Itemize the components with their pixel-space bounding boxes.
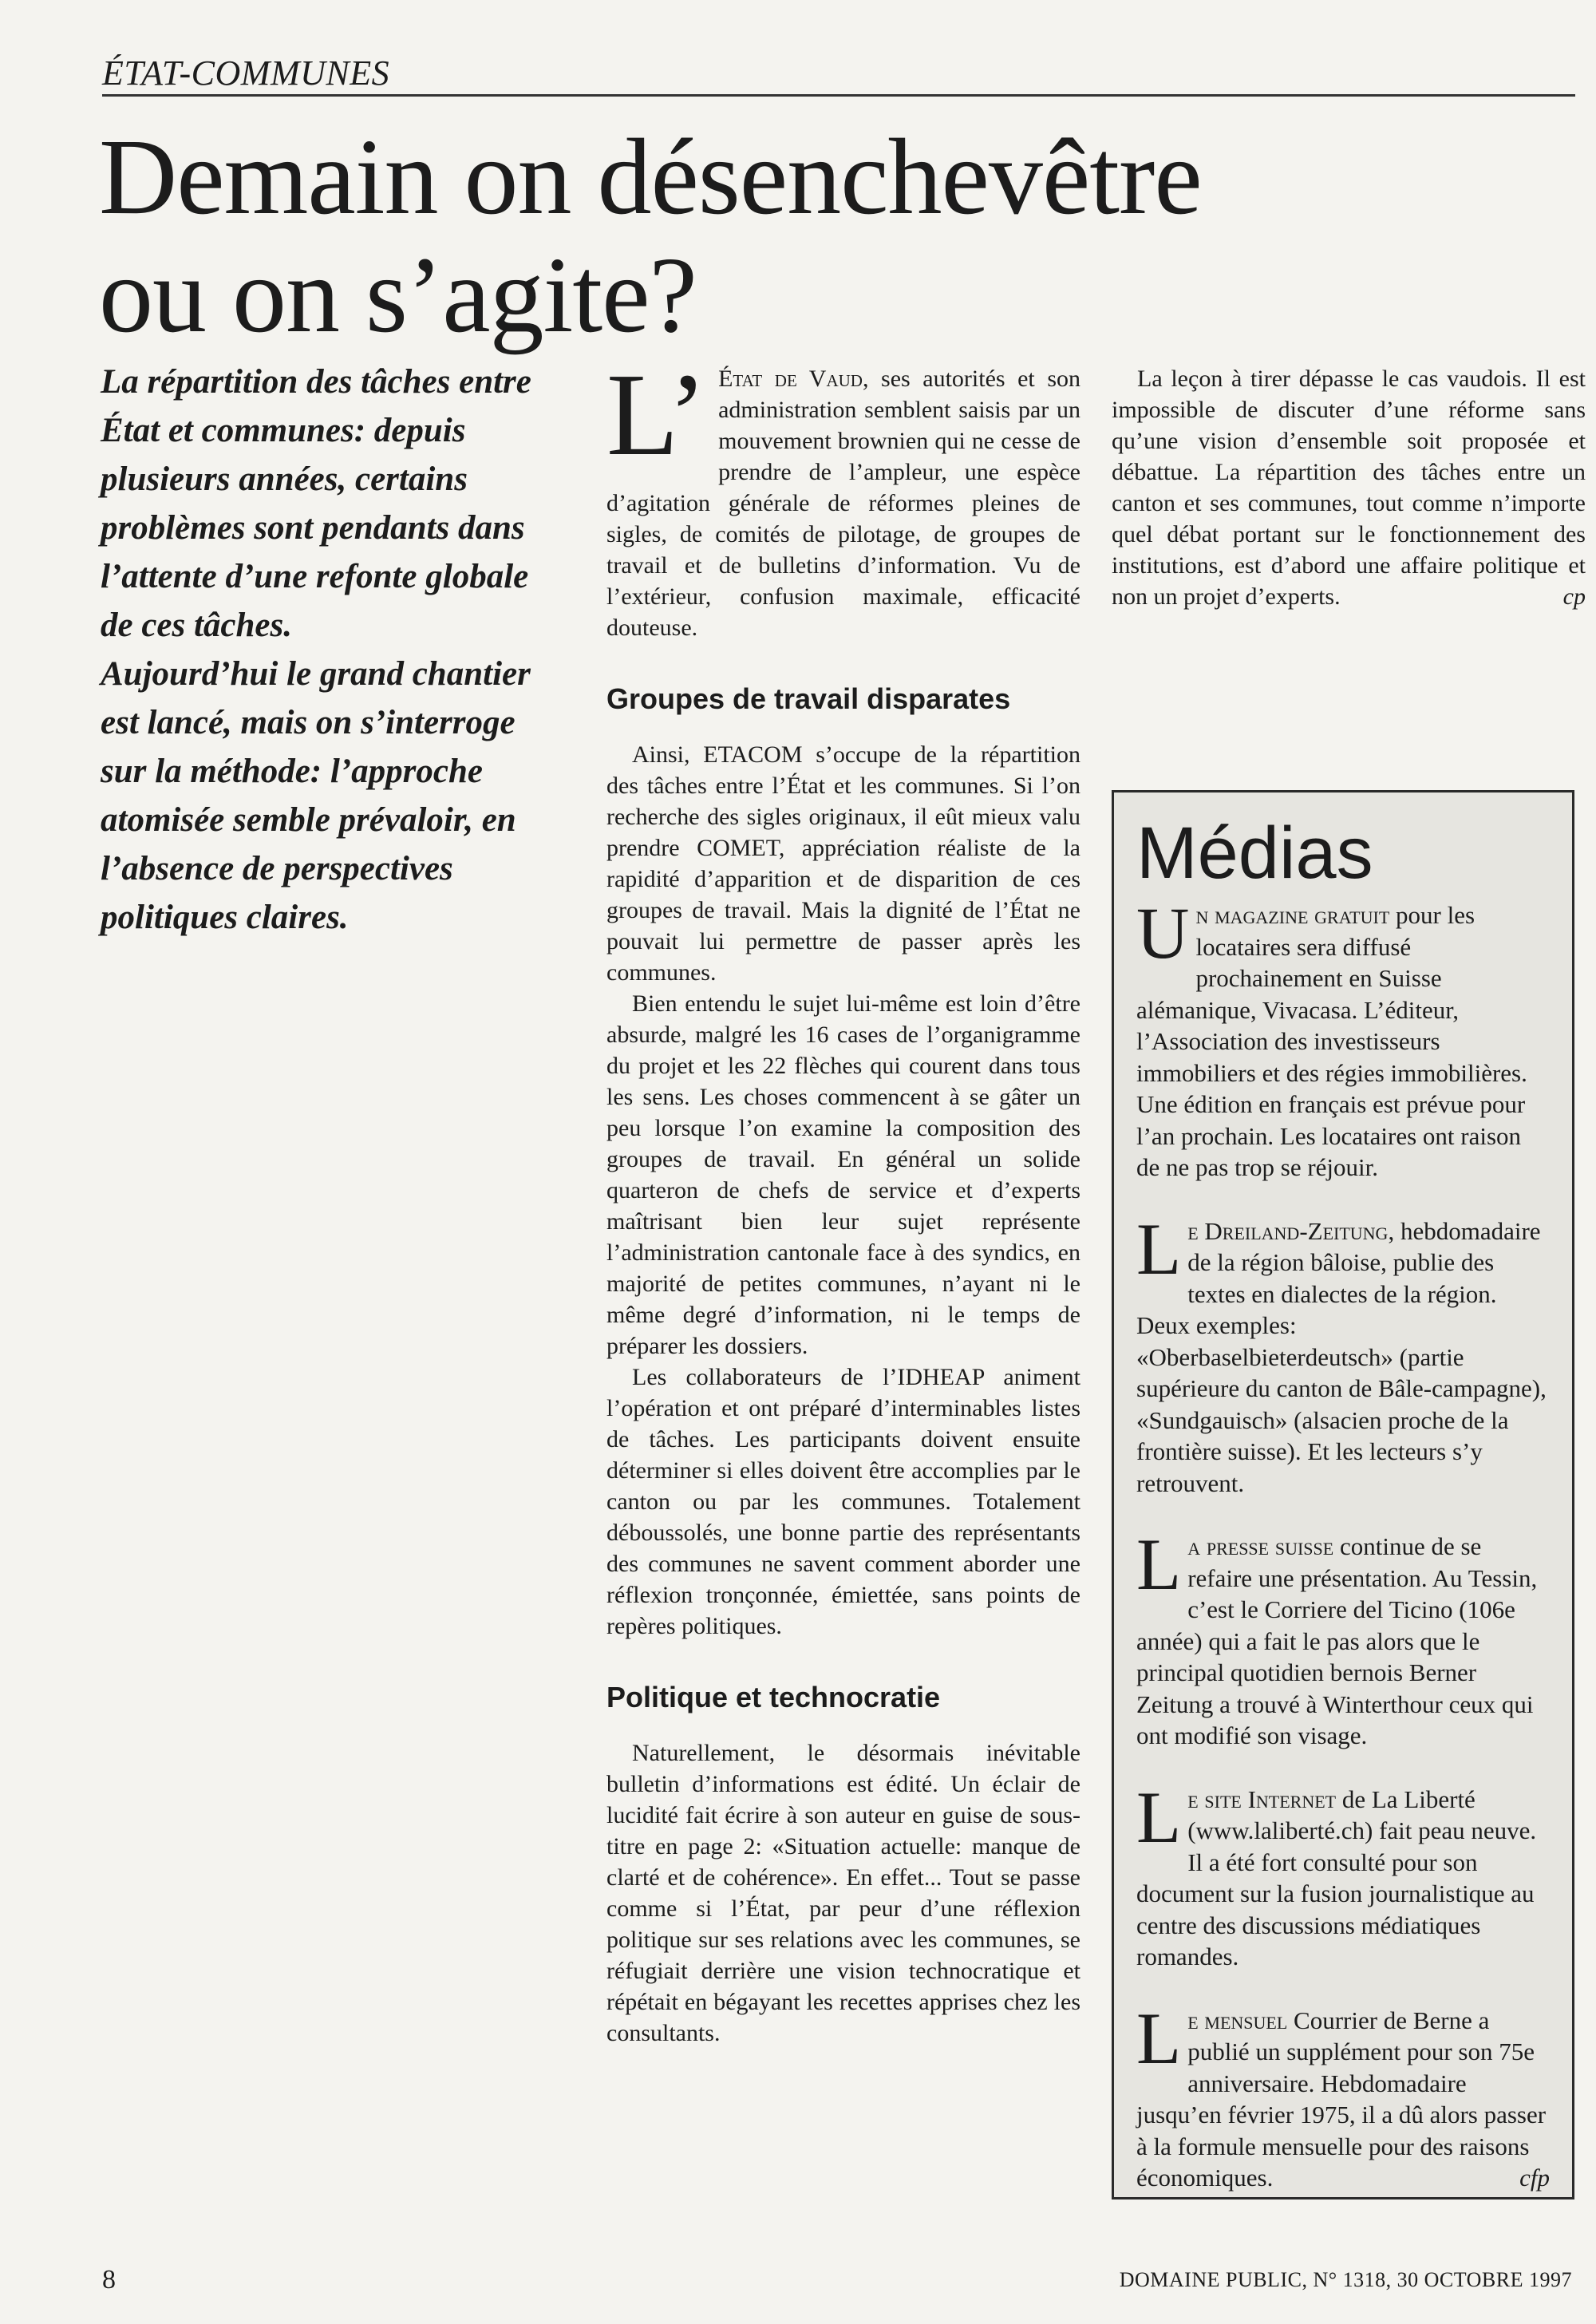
page-number: 8 xyxy=(102,2265,116,2294)
opening-smallcaps: État de Vaud, xyxy=(718,366,869,392)
article-paragraph-6 xyxy=(1112,363,1586,612)
article-column-1 xyxy=(606,350,1081,2049)
medias-item-dropcap: U xyxy=(1136,892,1190,974)
medias-item-text: de La Liberté (www.laliberté.ch) fait peau neuve. Il a été fort consulté pour son document sur la fusion journalistique au centre des discussions médiatiques romandes. xyxy=(1136,1785,1537,1970)
medias-item xyxy=(1136,1997,1550,2194)
article-column-2 xyxy=(1112,363,1586,612)
headline-line-2: ou on s’agite? xyxy=(99,235,697,355)
subheading-politique: Politique et technocratie xyxy=(606,1681,941,1713)
medias-item-text: Courrier de Berne a publié un supplément pour son 75e anniversaire. Hebdomadaire jusqu’en février 1975, il a dû alors passer à la formule mensuelle pour des raisons économiques. xyxy=(1136,2006,1547,2192)
paragraph-1-text: ses autorités et son administration semblent saisis par un mouvement brownien qui ne cesse de prendre de l’ampleur, une espèce d’agitation générale de réformes pleines de sigles, de comités de pilotage, de groupes de travail et de bulletins d’information. Vu de l’extérieur, confusion maximale, efficacité douteuse. xyxy=(606,366,1081,641)
medias-item-text: continue de se refaire une présentation. Au Tessin, c’est le Corriere del Ticino (106e année) qui a fait le pas alors que le principal quotidien bernois Berner Zeitung a trouvé à Winterthour ceux qui ont modifié son visage. xyxy=(1136,1532,1538,1749)
medias-item xyxy=(1136,1207,1550,1500)
medias-item-lead: e site Internet xyxy=(1187,1785,1337,1813)
drop-cap: L’ xyxy=(606,350,708,480)
medias-item-lead: a presse suisse xyxy=(1187,1532,1334,1560)
medias-item-dropcap: L xyxy=(1136,1997,1182,2079)
article-paragraph-4: Les collaborateurs de l’IDHEAP animent l’opération et ont préparé d’interminables listes de tâches. Les participants doivent ensuite déterminer si elles doivent être accomplies par le canton ou par les communes. Totalement déboussolés, une bonne partie des représentants des communes ne savent comment aborder une réflexion tronçonnée, émiettée, sans points de repères politiques. xyxy=(606,1364,1080,1639)
medias-item-text: pour les locataires sera diffusé prochainement en Suisse alémanique, Vivacasa. L’éditeur, l’Association des investisseurs immobiliers et des régies immobilières. Une édition en français est prévue pour l’an prochain. Les locataires ont raison de ne pas trop se réjouir. xyxy=(1136,901,1527,1181)
publication-footer: DOMAINE PUBLIC, N° 1318, 30 OCTOBRE 1997 xyxy=(1119,2268,1572,2291)
article-signature: cp xyxy=(1562,583,1586,610)
headline-line-1: Demain on désenchevêtre xyxy=(99,117,1202,237)
article-paragraph-2: Ainsi, ETACOM s’occupe de la répartition des tâches entre l’État et les communes. Si l’on recherche des sigles originaux, il eût mieux valu prendre COMET, appréciation réaliste de la rapidité d’apparition et de disparition de ces groupes de travail. Mais la dignité de l’État ne pouvait lui permettre de passer après les communes. xyxy=(606,741,1080,986)
medias-item-lead: e Dreiland-Zeitung, xyxy=(1187,1216,1395,1245)
medias-signature: cfp xyxy=(1519,2164,1550,2192)
section-rule xyxy=(102,94,1575,97)
medias-item-lead: e mensuel xyxy=(1187,2006,1288,2034)
lead-paragraph xyxy=(101,358,563,942)
paragraph-6-text: La leçon à tirer dépasse le cas vaudois. Il est impossible de discuter d’une réforme sans qu’une vision d’ensemble soit proposée et débattue. La répartition des tâches entre un canton et ses communes, tout comme n’importe quel débat portant sur le fonctionnement des institutions, est d’abord une affaire politique et non un projet d’experts. xyxy=(1112,366,1586,610)
subheading-groupes: Groupes de travail disparates xyxy=(606,682,1011,715)
medias-item xyxy=(1136,1776,1550,1973)
headline xyxy=(99,118,1456,354)
lead-text-1: La répartition des tâches entre État et communes: depuis plusieurs années, certains problèmes sont pendants dans l’attente d’une refonte globale de ces tâches. xyxy=(101,363,531,644)
medias-box xyxy=(1112,790,1574,2200)
medias-item-dropcap: L xyxy=(1136,1207,1182,1290)
article-paragraph-3: Bien entendu le sujet lui-même est loin d’être absurde, malgré les 16 cases de l’organigramme du projet et les 22 flèches qui courent dans tous les sens. Les choses commencent à se gâter un peu lorsque l’on examine la composition des groupes de travail. En général un solide quarteron de chefs de service et d’experts maîtrisant bien leur sujet représente l’administration cantonale face à des syndics, en majorité de petites communes, n’ayant ni le même degré d’information, ni le temps de préparer les dossiers. xyxy=(606,990,1080,1359)
lead-text-2: Aujourd’hui le grand chantier est lancé, mais on s’interroge sur la méthode: l’approche atomisée semble prévaloir, en l’absence de perspectives politiques claires. xyxy=(101,655,531,936)
medias-item-text: hebdomadaire de la région bâloise, publie des textes en dialectes de la région. Deux exemples: «Oberbaselbieterdeutsch» (partie supérieure du canton de Bâle-campagne), «Sundgauisch» (alsacien proche de la frontière suisse). Et les lecteurs s’y retrouvent. xyxy=(1136,1216,1547,1497)
article-paragraph-5: Naturellement, le désormais inévitable bulletin d’informations est édité. Un éclair de lucidité fait écrire à son auteur en guise de sous-titre en page 2: «Situation actuelle: manque de clarté et de cohérence». En effet... Tout se passe comme si l’État, par peur d’une réflexion politique sur ses relations avec les communes, se réfugiait derrière une vision technocratique et répétait en bégayant les recettes apprises chez les consultants. xyxy=(606,1740,1080,2046)
medias-item xyxy=(1136,1524,1550,1752)
medias-item-dropcap: L xyxy=(1136,1776,1182,1858)
medias-item-dropcap: L xyxy=(1136,1524,1182,1605)
medias-title: Médias xyxy=(1136,812,1373,894)
article-paragraph-1 xyxy=(606,350,1081,643)
medias-item-lead: n magazine gratuit xyxy=(1195,901,1390,929)
medias-item xyxy=(1136,892,1550,1184)
section-label: ÉTAT-COMMUNES xyxy=(102,53,390,93)
